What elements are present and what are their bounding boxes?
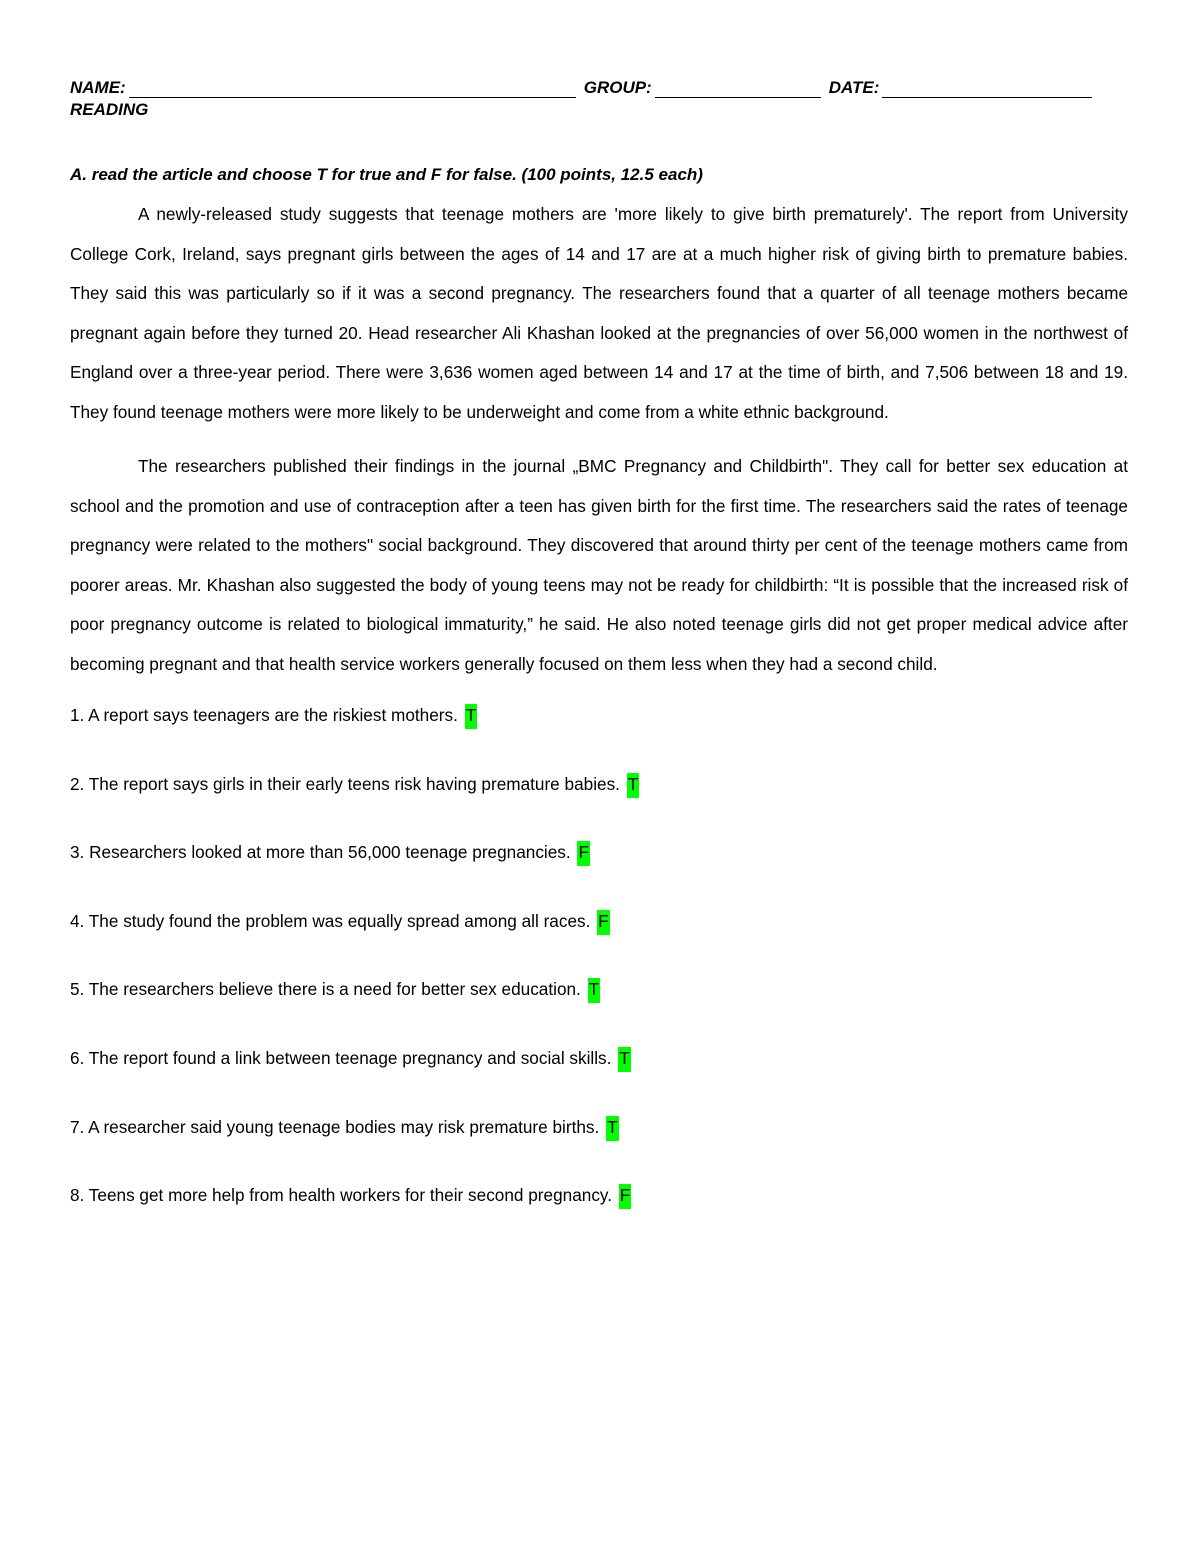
question-text: 7. A researcher said young teenage bodies may risk premature births. — [70, 1116, 600, 1137]
question-text: 4. The study found the problem was equally spread among all races. — [70, 910, 591, 931]
question-8 — [70, 1180, 1128, 1249]
header-row — [70, 70, 1128, 98]
article-paragraph-1: A newly-released study suggests that teenage mothers are 'more likely to give birth prematurely'. The report from University College Cork, Ireland, says pregnant girls between the ages of 14 and 17 are at a much higher risk of giving birth to premature babies. They said this was particularly so if it was a second pregnancy. The researchers found that a quarter of all teenage mothers became pregnant again before they turned 20. Head researcher Ali Khashan looked at the pregnancies of over 56,000 women in the northwest of England over a three-year period. There were 3,636 women aged between 14 and 17 at the time of birth, and 7,506 between 18 and 19. They found teenage mothers were more likely to be underweight and come from a white ethnic background. — [70, 204, 1128, 422]
question-text: 8. Teens get more help from health workers for their second pregnancy. — [70, 1185, 613, 1206]
question-5 — [70, 974, 1128, 1043]
worksheet-page — [70, 70, 1128, 1249]
answer-highlight: F — [597, 910, 610, 935]
article-paragraph-2: The researchers published their findings in the journal „BMC Pregnancy and Childbirth". They call for better sex education at school and the promotion and use of contraception after a teen has given birth for the first time. The researchers said the rates of teenage pregnancy were related to the mothers" social background. They discovered that around thirty per cent of the teenage mothers came from poorer areas. Mr. Khashan also suggested the body of young teens may not be ready for childbirth: “It is possible that the increased risk of poor pregnancy outcome is related to biological immaturity,” he said. He also noted teenage girls did not get proper medical advice after becoming pregnant and that health service workers generally focused on them less when they had a second child. — [70, 456, 1128, 674]
group-field[interactable] — [655, 79, 821, 98]
name-field[interactable] — [129, 79, 576, 98]
question-text: 2. The report says girls in their early teens risk having premature babies. — [70, 773, 620, 794]
answer-highlight: T — [618, 1047, 631, 1072]
question-6 — [70, 1043, 1128, 1112]
question-text: 5. The researchers believe there is a need for better sex education. — [70, 979, 581, 1000]
group-label: GROUP: — [583, 78, 652, 97]
question-3 — [70, 837, 1128, 906]
name-label: NAME: — [70, 78, 126, 97]
date-label: DATE: — [828, 78, 880, 97]
answer-highlight: T — [465, 704, 478, 729]
answer-highlight: T — [606, 1116, 619, 1141]
question-4 — [70, 906, 1128, 975]
question-text: 6. The report found a link between teenage pregnancy and social skills. — [70, 1047, 612, 1068]
question-1 — [70, 700, 1128, 769]
section-title: READING — [70, 100, 149, 119]
question-7 — [70, 1112, 1128, 1181]
question-list — [70, 700, 1128, 1249]
date-field[interactable] — [882, 79, 1092, 98]
answer-highlight: T — [627, 773, 640, 798]
instructions: A. read the article and choose T for true and F for false. (100 points, 12.5 each) — [70, 165, 703, 184]
answer-highlight: T — [588, 978, 601, 1003]
answer-highlight: F — [577, 841, 590, 866]
question-text: 1. A report says teenagers are the riskiest mothers. — [70, 705, 458, 725]
answer-highlight: F — [619, 1184, 632, 1209]
question-text: 3. Researchers looked at more than 56,000 teenage pregnancies. — [70, 842, 571, 863]
question-2 — [70, 769, 1128, 838]
